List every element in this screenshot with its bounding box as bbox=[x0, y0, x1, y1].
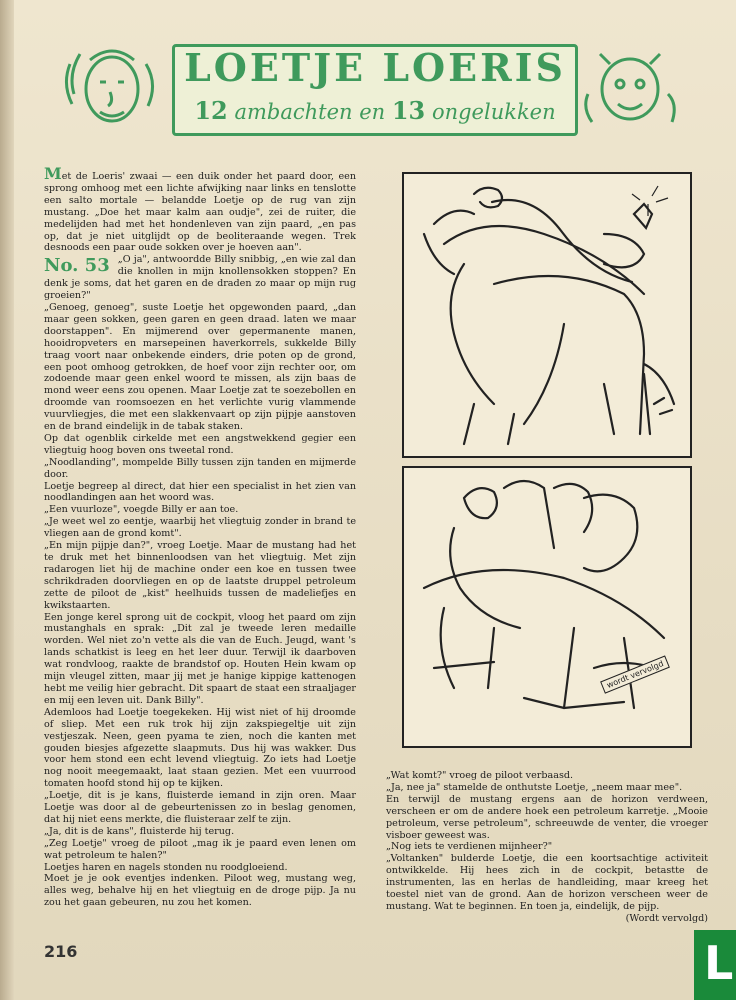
article-column-right bbox=[386, 770, 708, 925]
paragraph: Ademloos had Loetje toegekeken. Hij wist niet of hij droomde of sliep. Met een ruk trok hij zijn zakspiegeltje uit zijn vestjeszak. Neen, geen pyama te zien, noch die kanten met gouden biesjes afgezette slaapmuts. Dus hij was wakker. Dus voor hem stond een echt levend vliegtuig. Zo iets had Loetje nog nooit meegemaakt, laat staan gezien. Met een vuurrood tomaten hoofd stond hij op te kijken. bbox=[44, 706, 356, 790]
episode-number: No. 53 bbox=[44, 255, 110, 277]
illustration-horse-rider-top bbox=[402, 172, 692, 458]
subtitle-end: ongelukken bbox=[431, 100, 556, 124]
article-column-left bbox=[44, 164, 356, 909]
paragraph: „Wat komt?" vroeg de piloot verbaasd. bbox=[386, 770, 574, 781]
subtitle-number-1: 12 bbox=[194, 96, 228, 125]
paragraph: „Noodlanding", mompelde Billy tussen zijn tanden en mijmerde door. bbox=[44, 456, 356, 480]
paragraph: Op dat ogenblik cirkelde met een angstwekkend gegier een vliegtuig hoog boven ons tweetal rond. bbox=[44, 432, 356, 456]
pilot-horse-drawing bbox=[404, 468, 690, 746]
horse-rider-drawing bbox=[404, 174, 690, 456]
illustration-pilot-horse bbox=[402, 466, 692, 748]
paragraph: „Voltanken" bulderde Loetje, die een koortsachtige activiteit ontwikkelde. Hij hees zich in de cockpit, betastte de instrumenten, las en herlas de handleiding, maar kreeg het toestel niet van de grond. Aan de horizon verscheen weer de mustang. Wat te beginnen. En toen ja, eindelijk, de pijp. bbox=[386, 853, 708, 912]
header-banner bbox=[60, 30, 676, 140]
paragraph: „Genoeg, genoeg", suste Loetje het opgewonden paard, „dan maar geen sokken, geen garen en geen draad. laten we maar doorstappen". En mijmerend over gepermanente manen, hooidropveters en marsepeinen haverkorrels, sukkelde Billy traag voort naar onbekende einders, drie poten op de grond, een poot omhoog getrokken, de hoef voor zijn rechter oor, om zodoende maar geen enkel woord te missen, als zijn baas de mond weer eens zou openen. Maar Loetje zat te soezebollen en droomde van roomsoezen en het verlichte vurig vlammende vuurvliegjes, die met een slakkenvaart op zijn pijpje aanstoven en de brand eindelijk in de tabak staken. bbox=[44, 301, 356, 433]
paragraph: Een jonge kerel sprong uit de cockpit, vloog het paard om zijn mustanghals en sprak: „Dit zal je tweede leren medaille worden. Wel niet zo'n vette als die van de Euch. Jeugd, want 's lands schatkist is leeg en het leer duur. Terwijl ik daarboven wat rondvloog, raakte de brandstof op. Houten Hein kwam op mijn vleugel zitten, maar jij met je hanige kippige kattenogen hebt me veilig hier gebracht. Dit spaart de staat een straaljager en mij een leven uit. Dank Billy". bbox=[44, 611, 356, 706]
paragraph: „Zeg Loetje" vroeg de piloot „mag ik je paard even lenen om wat petroleum te halen?" bbox=[44, 837, 356, 861]
wordt-vervolgd-tag: wordt vervolgd bbox=[600, 655, 670, 693]
continued-note: (Wordt vervolgd) bbox=[625, 912, 708, 924]
paragraph: „En mijn pijpje dan?", vroeg Loetje. Maar de mustang had het te druk met het binnenloodsen van het vliegtuig. Met zijn radarogen liet hij de machine onder een koe en tussen twee schrikdraden doorvliegen en op de laatste druppel petroleum zette de piloot de „kist" heelhuids tussen de madeliefjes en kwikstaarten. bbox=[44, 540, 356, 611]
paragraph: „Ja, nee ja" stamelde de onthutste Loetje, „neem maar mee". bbox=[386, 781, 683, 793]
paragraph: Loetje begreep al direct, dat hier een specialist in het zien van noodlandingen aan het woord was. bbox=[44, 480, 356, 504]
paragraph: „Een vuurloze", voegde Billy er aan toe. bbox=[44, 504, 239, 516]
paragraph: Loetjes haren en nagels stonden nu roodgloeiend. bbox=[44, 861, 288, 873]
paragraph: „Nog iets te verdienen mijnheer?" bbox=[386, 841, 553, 853]
drop-cap: M bbox=[44, 164, 62, 183]
subtitle-number-2: 13 bbox=[391, 96, 426, 125]
left-face-icon bbox=[60, 34, 160, 134]
paragraph: Moet je je ook eventjes indenken. Piloot weg, mustang weg, alles weg, behalve hij en het vliegtuig en de droge pijp. Ja nu zou het gaan gebeuren, nu zou het komen. bbox=[44, 873, 356, 909]
paragraph: „Loetje, dit is je kans, fluisterde iemand in zijn oren. Maar Loetje was door al de gebeurtenissen zo in beslag genomen, dat hij niet eens merkte, die fluisteraar zelf te zijn. bbox=[44, 790, 356, 825]
badge-letter: L bbox=[704, 936, 734, 990]
paragraph: „Ja, dit is de kans", fluisterde hij terug. bbox=[44, 825, 235, 837]
subtitle-middle: ambachten en bbox=[234, 100, 386, 124]
paragraph: En terwijl de mustang ergens aan de horizon verdween, verscheen er om de andere hoek een petroleum karretje. „Mooie petroleum, verse petroleum", schreeuwde de venter, die vroeger visboer geweest was. bbox=[386, 793, 708, 841]
banner-title: LOETJE LOERIS bbox=[184, 45, 566, 90]
paragraph: No. 53 „O ja", antwoordde Billy snibbig, „en wie zal dan die knollen in mijn knollensokken stoppen? En denk je soms, dat het garen en de draden zo maar op mijn rug groeien?" bbox=[44, 254, 356, 302]
page-binding-shadow bbox=[0, 0, 14, 1000]
paragraph: „Je weet wel zo eentje, waarbij het vliegtuig zonder in brand te vliegen aan de grond komt". bbox=[44, 516, 356, 540]
paragraph: Met de Loeris' zwaai — een duik onder het paard door, een sprong omhoog met een lichte afwijking naar links en tenslotte een salto mortale — belandde Loetje op de rug van zijn mustang. „Doe het maar kalm aan oudje", zei de ruiter, die medelijden had met het hondenleven van zijn paard, „en pas op, dat je niet uitglijdt op de beoliteraande wegen. Trek desnoods een paar oude sokken over je hoeven aan". bbox=[44, 164, 356, 254]
banner-subtitle bbox=[175, 96, 575, 125]
corner-badge bbox=[694, 930, 736, 1000]
page-number: 216 bbox=[44, 942, 78, 961]
right-face-icon bbox=[580, 34, 680, 134]
